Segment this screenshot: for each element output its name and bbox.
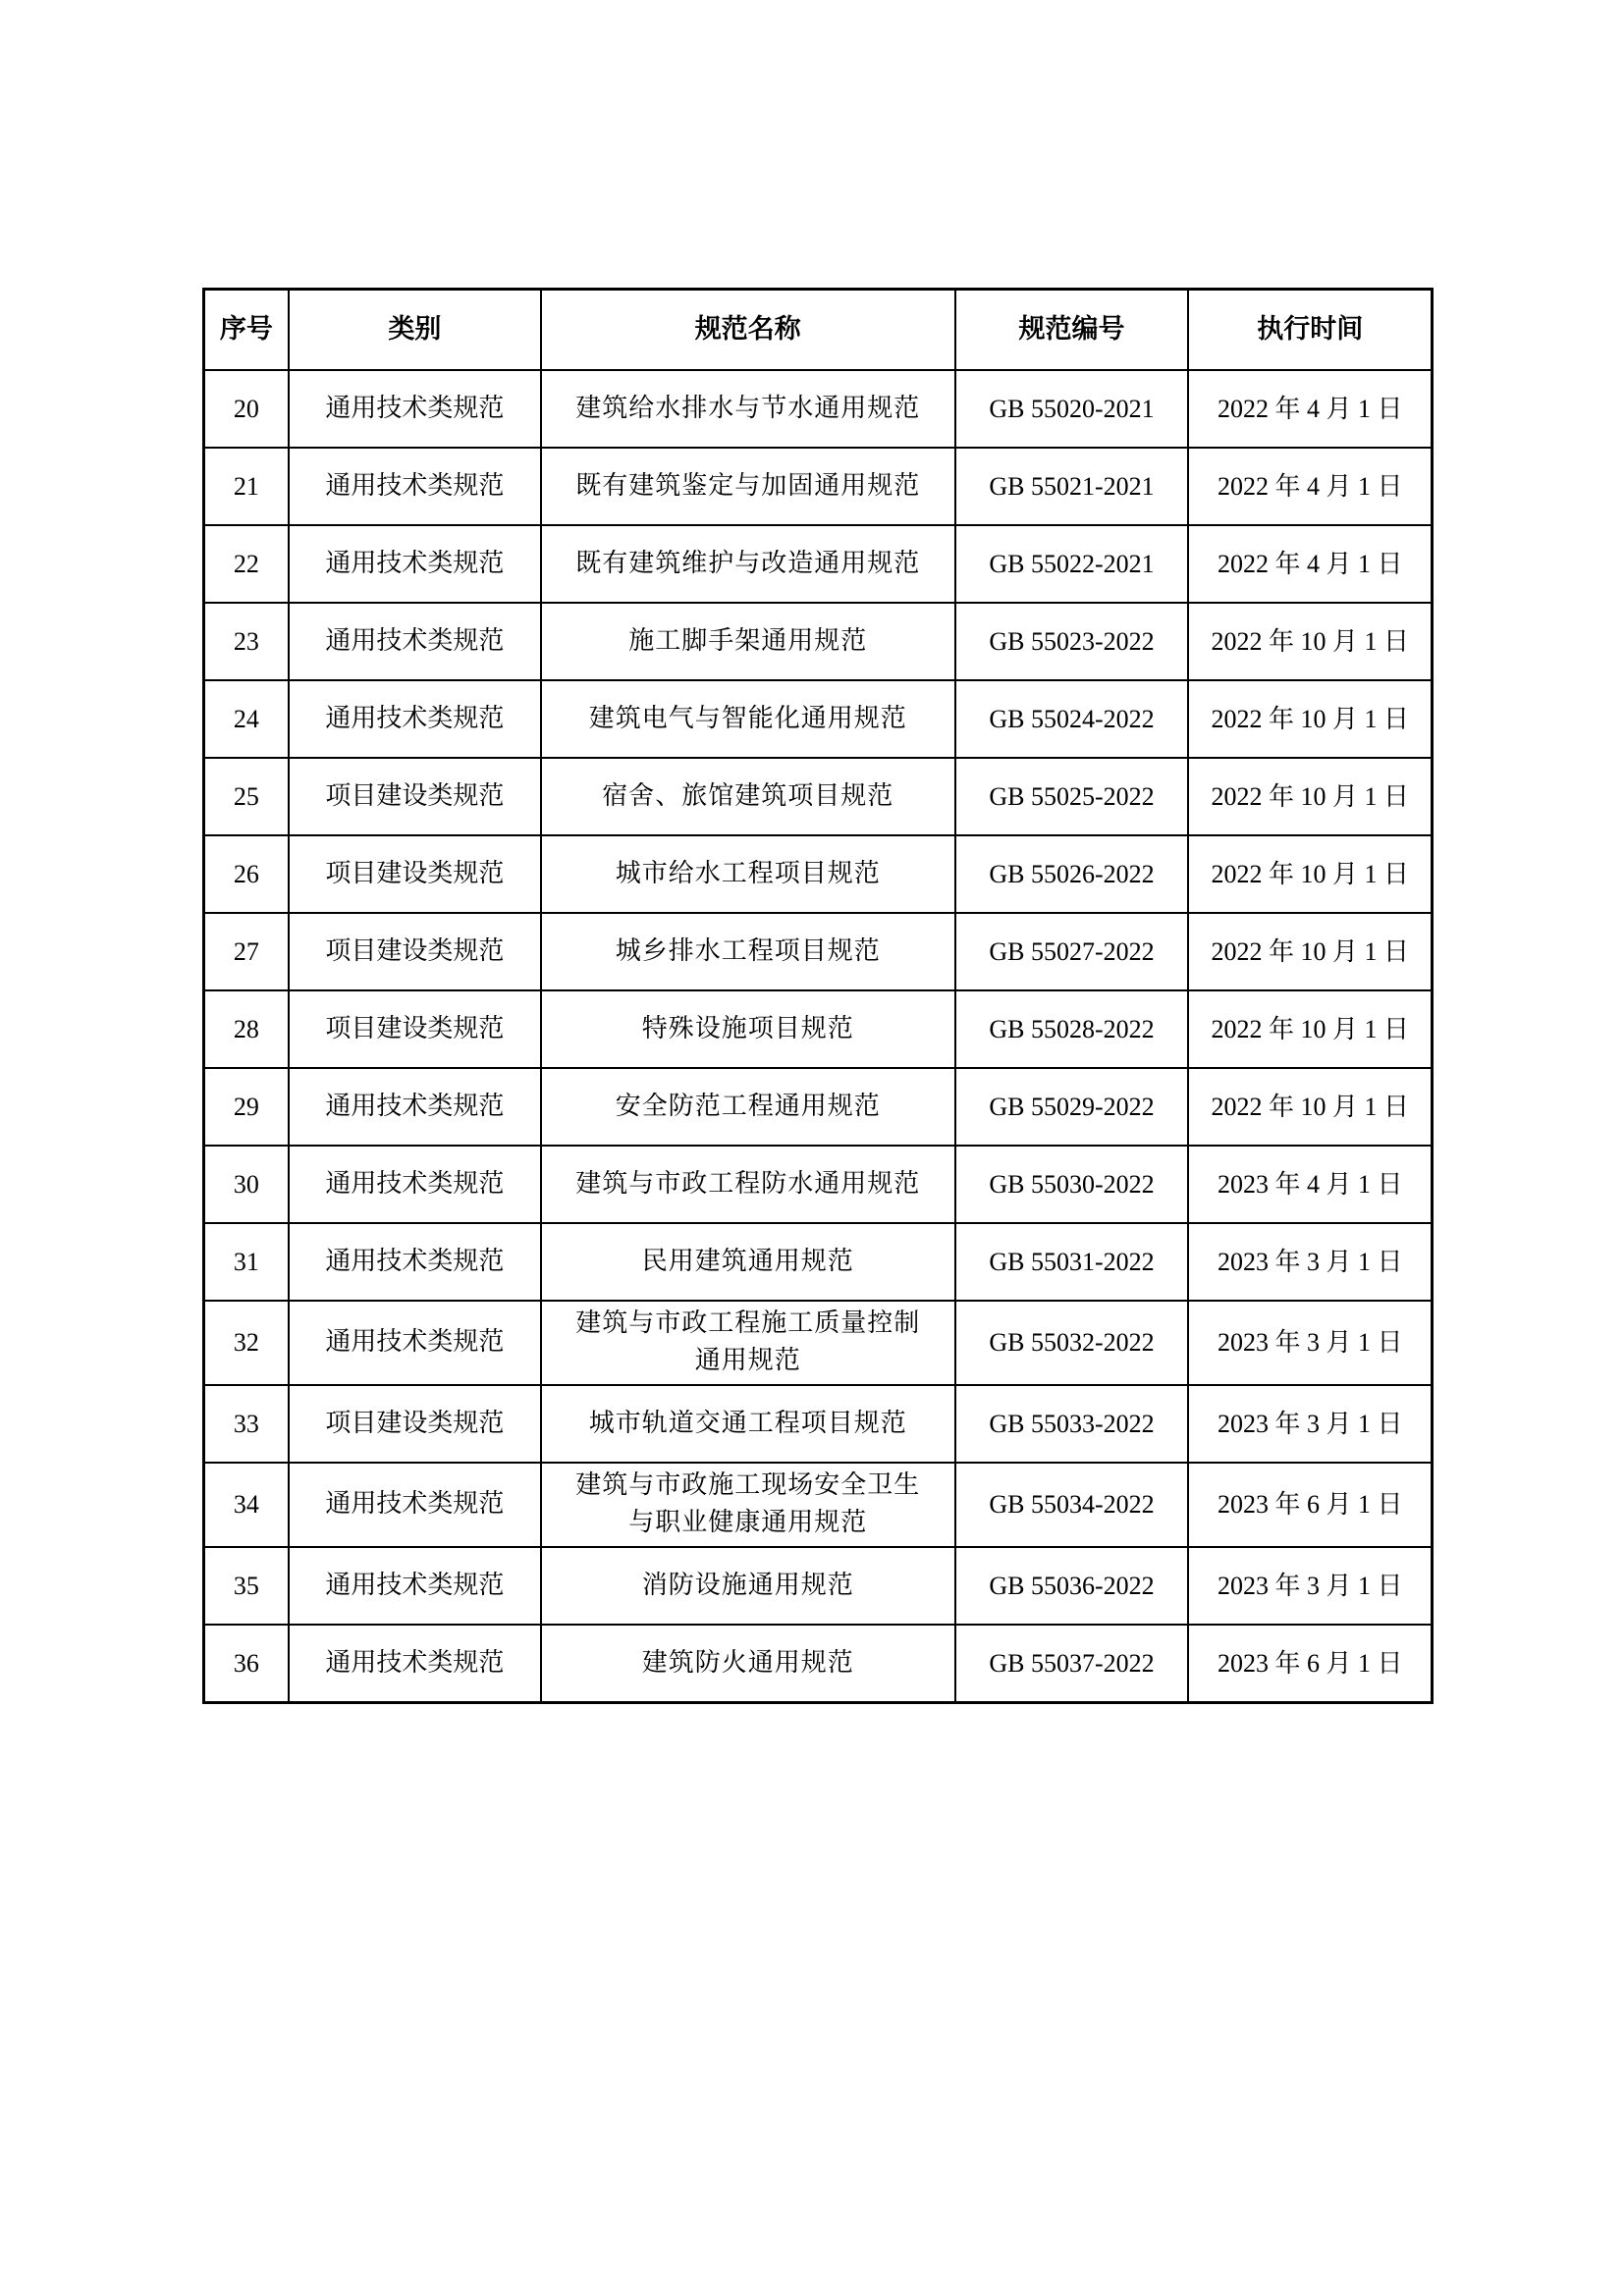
header-category: 类别 <box>289 290 541 371</box>
cell-standard-name <box>541 603 955 680</box>
cell-serial-number: 23 <box>204 603 289 680</box>
cell-category: 通用技术类规范 <box>289 1301 541 1385</box>
cell-effective-date: 2022 年 4 月 1 日 <box>1188 525 1432 603</box>
cell-standard-code: GB 55036-2022 <box>955 1547 1189 1625</box>
cell-serial-number: 30 <box>204 1146 289 1223</box>
cell-serial-number: 26 <box>204 835 289 913</box>
cell-category: 通用技术类规范 <box>289 448 541 525</box>
cell-standard-code: GB 55025-2022 <box>955 758 1189 835</box>
cell-effective-date: 2023 年 3 月 1 日 <box>1188 1223 1432 1301</box>
table-row <box>204 1146 1433 1223</box>
cell-standard-name <box>541 835 955 913</box>
cell-standard-name <box>541 913 955 990</box>
cell-effective-date: 2022 年 4 月 1 日 <box>1188 370 1432 448</box>
standard-name-line: 建筑电气与智能化通用规范 <box>588 703 907 733</box>
table-row <box>204 1625 1433 1703</box>
cell-category: 通用技术类规范 <box>289 1463 541 1547</box>
standard-name-line: 既有建筑维护与改造通用规范 <box>575 548 921 578</box>
cell-standard-name <box>541 1463 955 1547</box>
table-row <box>204 1301 1433 1385</box>
standard-name-line: 城市轨道交通工程项目规范 <box>588 1408 907 1438</box>
cell-category: 通用技术类规范 <box>289 1146 541 1223</box>
standard-name-line: 安全防范工程通用规范 <box>615 1091 881 1121</box>
cell-standard-code: GB 55020-2021 <box>955 370 1189 448</box>
cell-serial-number: 34 <box>204 1463 289 1547</box>
table-row <box>204 758 1433 835</box>
standard-name-line: 建筑防火通用规范 <box>641 1647 854 1678</box>
table-row <box>204 680 1433 758</box>
standard-name-line: 建筑给水排水与节水通用规范 <box>575 393 921 423</box>
cell-effective-date: 2023 年 6 月 1 日 <box>1188 1625 1432 1703</box>
cell-category: 通用技术类规范 <box>289 1068 541 1146</box>
cell-standard-name <box>541 1146 955 1223</box>
table-header <box>204 290 1433 371</box>
cell-serial-number: 20 <box>204 370 289 448</box>
cell-serial-number: 32 <box>204 1301 289 1385</box>
cell-category: 通用技术类规范 <box>289 1223 541 1301</box>
standard-name-line: 施工脚手架通用规范 <box>628 625 868 656</box>
standard-name-line: 民用建筑通用规范 <box>641 1246 854 1276</box>
table-row <box>204 370 1433 448</box>
cell-serial-number: 28 <box>204 990 289 1068</box>
cell-effective-date: 2022 年 10 月 1 日 <box>1188 758 1432 835</box>
cell-standard-code: GB 55028-2022 <box>955 990 1189 1068</box>
cell-category: 通用技术类规范 <box>289 370 541 448</box>
cell-standard-code: GB 55032-2022 <box>955 1301 1189 1385</box>
cell-standard-code: GB 55034-2022 <box>955 1463 1189 1547</box>
standard-name-line: 通用规范 <box>694 1346 801 1375</box>
cell-standard-name <box>541 370 955 448</box>
cell-category: 通用技术类规范 <box>289 1625 541 1703</box>
standard-name-line: 特殊设施项目规范 <box>641 1013 854 1043</box>
standard-name-line: 城乡排水工程项目规范 <box>615 935 881 966</box>
cell-standard-name <box>541 1625 955 1703</box>
cell-serial-number: 35 <box>204 1547 289 1625</box>
cell-serial-number: 31 <box>204 1223 289 1301</box>
cell-serial-number: 29 <box>204 1068 289 1146</box>
cell-standard-name <box>541 1385 955 1463</box>
cell-standard-code: GB 55022-2021 <box>955 525 1189 603</box>
cell-standard-name <box>541 1301 955 1385</box>
header-effective-date: 执行时间 <box>1188 290 1432 371</box>
standard-name-line: 建筑与市政工程防水通用规范 <box>575 1168 921 1199</box>
cell-standard-code: GB 55030-2022 <box>955 1146 1189 1223</box>
cell-effective-date: 2023 年 3 月 1 日 <box>1188 1301 1432 1385</box>
table-row <box>204 448 1433 525</box>
cell-serial-number: 27 <box>204 913 289 990</box>
standards-table <box>202 288 1434 1704</box>
cell-standard-code: GB 55029-2022 <box>955 1068 1189 1146</box>
cell-category: 项目建设类规范 <box>289 835 541 913</box>
cell-serial-number: 33 <box>204 1385 289 1463</box>
header-standard-code: 规范编号 <box>955 290 1189 371</box>
cell-effective-date: 2023 年 4 月 1 日 <box>1188 1146 1432 1223</box>
cell-standard-code: GB 55023-2022 <box>955 603 1189 680</box>
cell-serial-number: 36 <box>204 1625 289 1703</box>
cell-effective-date: 2022 年 10 月 1 日 <box>1188 913 1432 990</box>
table-row <box>204 1463 1433 1547</box>
cell-effective-date: 2023 年 3 月 1 日 <box>1188 1547 1432 1625</box>
table-row <box>204 1547 1433 1625</box>
cell-category: 通用技术类规范 <box>289 525 541 603</box>
standard-name-line: 宿舍、旅馆建筑项目规范 <box>602 780 894 811</box>
cell-serial-number: 21 <box>204 448 289 525</box>
cell-standard-name <box>541 1223 955 1301</box>
table-row <box>204 1068 1433 1146</box>
cell-category: 项目建设类规范 <box>289 758 541 835</box>
cell-serial-number: 25 <box>204 758 289 835</box>
cell-standard-code: GB 55031-2022 <box>955 1223 1189 1301</box>
cell-effective-date: 2022 年 10 月 1 日 <box>1188 835 1432 913</box>
cell-serial-number: 22 <box>204 525 289 603</box>
cell-effective-date: 2023 年 3 月 1 日 <box>1188 1385 1432 1463</box>
cell-standard-name <box>541 758 955 835</box>
cell-effective-date: 2022 年 10 月 1 日 <box>1188 990 1432 1068</box>
standard-name-line: 既有建筑鉴定与加固通用规范 <box>575 470 921 501</box>
cell-standard-name <box>541 1068 955 1146</box>
cell-standard-code: GB 55037-2022 <box>955 1625 1189 1703</box>
cell-category: 项目建设类规范 <box>289 1385 541 1463</box>
table-row <box>204 1223 1433 1301</box>
standard-name-line: 与职业健康通用规范 <box>628 1508 868 1537</box>
table-body <box>204 370 1433 1703</box>
cell-standard-name <box>541 525 955 603</box>
standard-name-line: 消防设施通用规范 <box>641 1570 854 1600</box>
cell-category: 通用技术类规范 <box>289 1547 541 1625</box>
cell-standard-code: GB 55024-2022 <box>955 680 1189 758</box>
cell-standard-name <box>541 990 955 1068</box>
cell-effective-date: 2023 年 6 月 1 日 <box>1188 1463 1432 1547</box>
table-row <box>204 525 1433 603</box>
standard-name-line: 城市给水工程项目规范 <box>615 858 881 888</box>
table-row <box>204 603 1433 680</box>
standard-name-line: 建筑与市政施工现场安全卫生 <box>575 1470 921 1501</box>
cell-standard-code: GB 55027-2022 <box>955 913 1189 990</box>
cell-effective-date: 2022 年 10 月 1 日 <box>1188 680 1432 758</box>
cell-category: 项目建设类规范 <box>289 990 541 1068</box>
cell-category: 项目建设类规范 <box>289 913 541 990</box>
cell-standard-code: GB 55021-2021 <box>955 448 1189 525</box>
cell-serial-number: 24 <box>204 680 289 758</box>
header-row <box>204 290 1433 371</box>
cell-category: 通用技术类规范 <box>289 603 541 680</box>
header-serial-number: 序号 <box>204 290 289 371</box>
table-row <box>204 1385 1433 1463</box>
table-row <box>204 913 1433 990</box>
header-standard-name: 规范名称 <box>541 290 955 371</box>
cell-effective-date: 2022 年 4 月 1 日 <box>1188 448 1432 525</box>
table-row <box>204 835 1433 913</box>
cell-standard-code: GB 55026-2022 <box>955 835 1189 913</box>
cell-effective-date: 2022 年 10 月 1 日 <box>1188 1068 1432 1146</box>
cell-standard-name <box>541 680 955 758</box>
standard-name-line: 建筑与市政工程施工质量控制 <box>575 1308 921 1339</box>
cell-standard-code: GB 55033-2022 <box>955 1385 1189 1463</box>
cell-effective-date: 2022 年 10 月 1 日 <box>1188 603 1432 680</box>
table-row <box>204 990 1433 1068</box>
cell-standard-name <box>541 1547 955 1625</box>
cell-category: 通用技术类规范 <box>289 680 541 758</box>
cell-standard-name <box>541 448 955 525</box>
